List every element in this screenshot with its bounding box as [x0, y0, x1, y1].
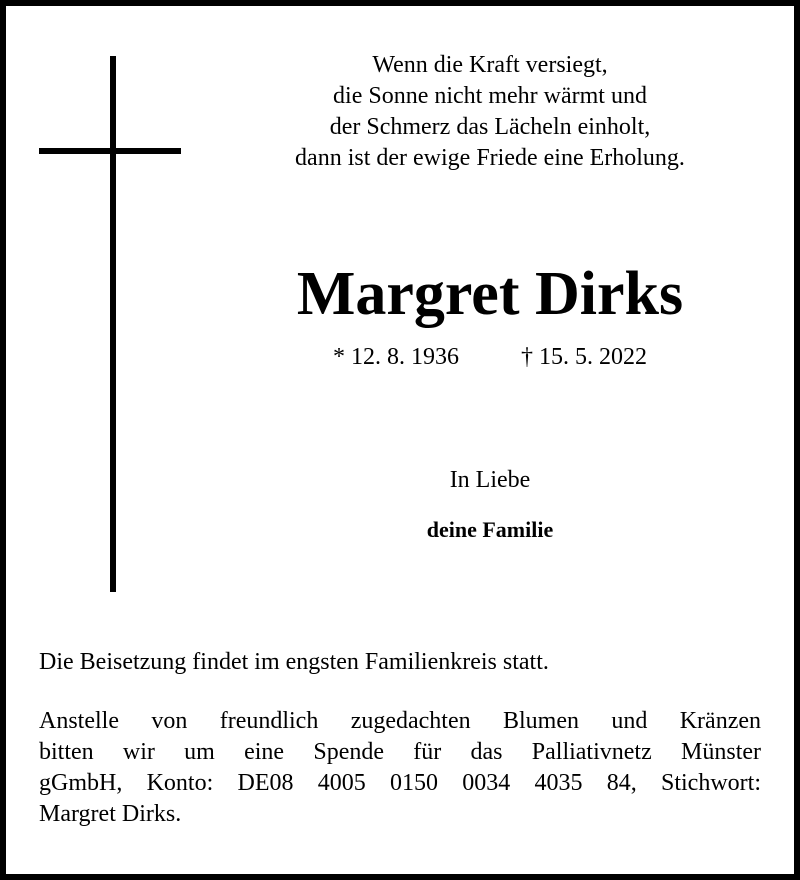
donation-line: Margret Dirks. [39, 801, 182, 827]
in-love-text: In Liebe [449, 467, 531, 493]
donation-line: gGmbH, Konto: DE08 4005 0150 0034 4035 84, Stichwort: [39, 770, 761, 796]
cross-icon [110, 56, 116, 592]
birth-date: * 12. 8. 1936 [333, 344, 459, 370]
deceased-name: Margret Dirks [296, 260, 684, 328]
burial-note: Die Beisetzung findet im engsten Familienkreis statt. [39, 649, 549, 675]
donation-note [39, 706, 761, 830]
life-dates [206, 342, 774, 372]
verse-line: dann ist der ewige Friede eine Erholung. [295, 145, 685, 171]
donation-line: Anstelle von freundlich zugedachten Blumen und Kränzen [39, 708, 761, 734]
death-date: † 15. 5. 2022 [521, 344, 647, 370]
verse-line: der Schmerz das Lächeln einholt, [329, 114, 651, 140]
verse-line: Wenn die Kraft versiegt, [372, 52, 608, 78]
cross-icon-crossbar [39, 148, 181, 154]
memorial-verse [206, 50, 774, 174]
family-signature: deine Familie [426, 517, 554, 542]
verse-line: die Sonne nicht mehr wärmt und [333, 83, 647, 109]
donation-line: bitten wir um eine Spende für das Palliativnetz Münster [39, 739, 761, 765]
